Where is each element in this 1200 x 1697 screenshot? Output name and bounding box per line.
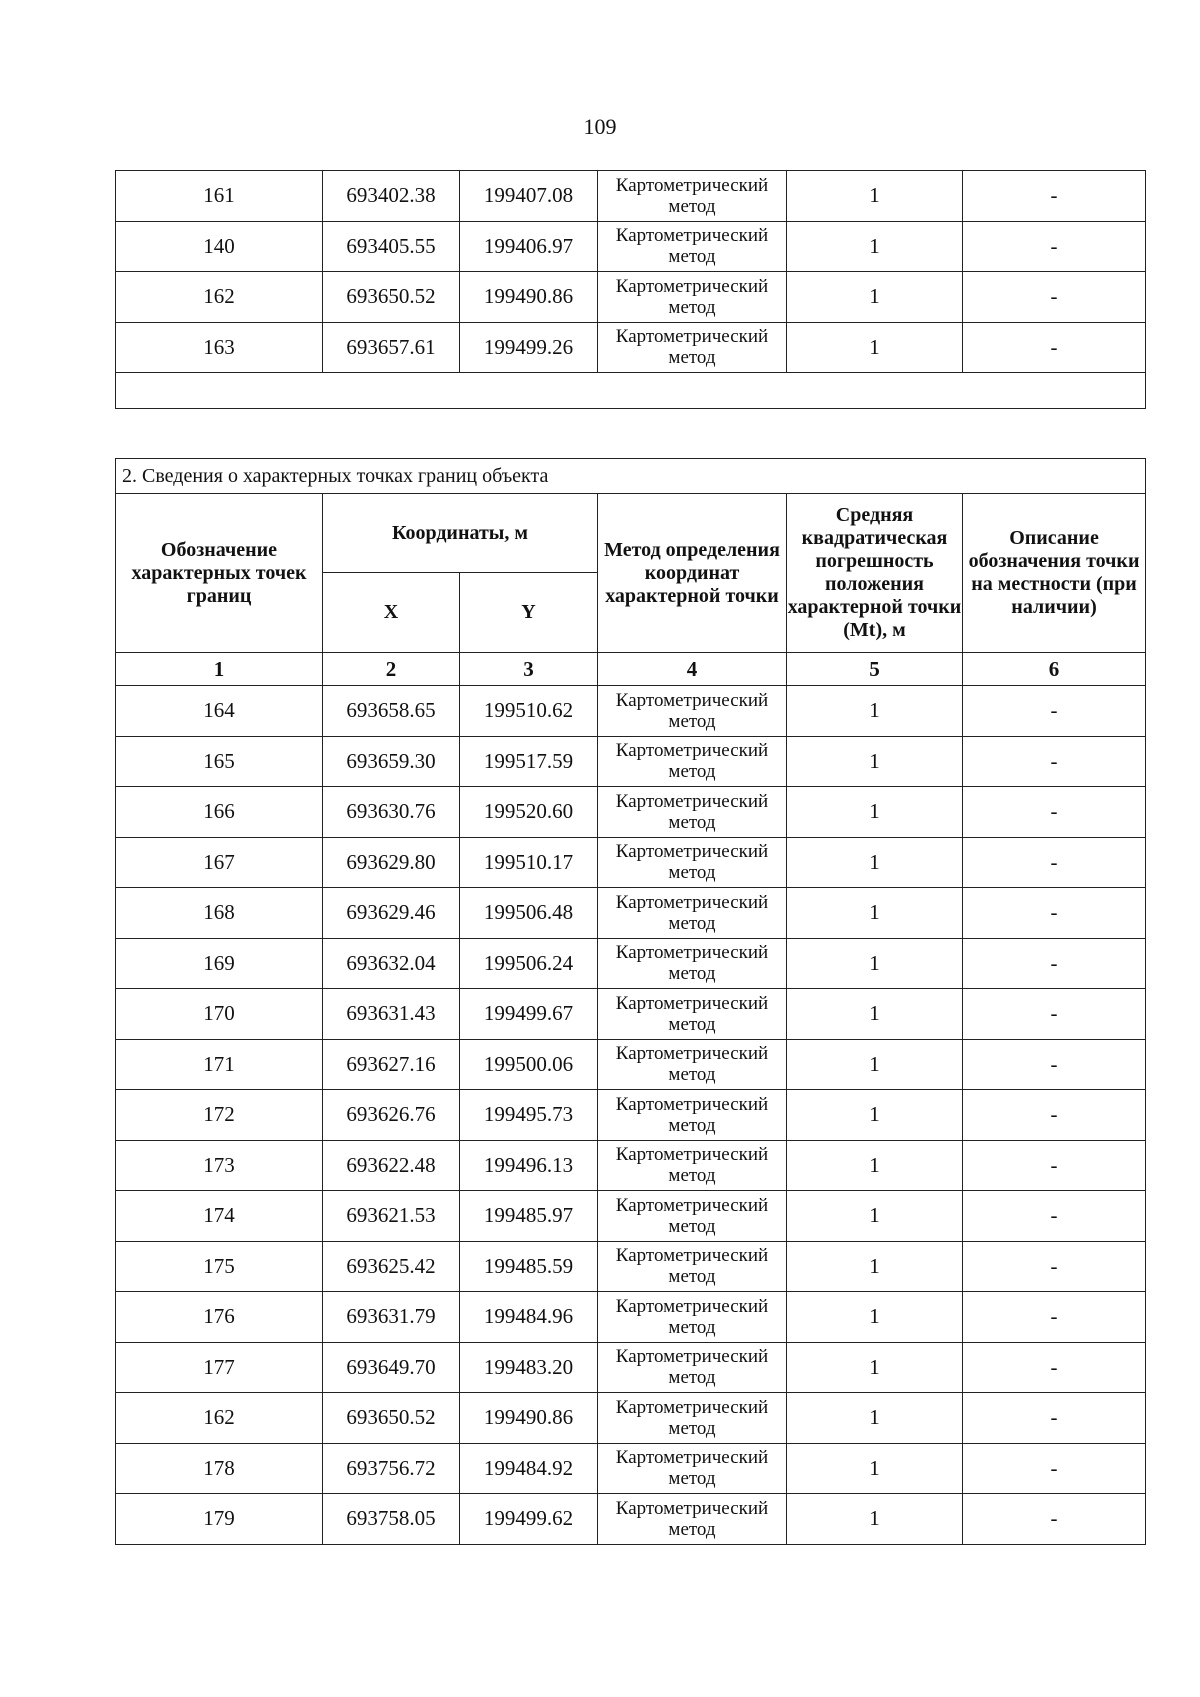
point-designation-cell: 178 xyxy=(116,1443,323,1494)
method-cell: Картометрический метод xyxy=(598,938,787,989)
point-designation-cell: 162 xyxy=(116,1393,323,1444)
method-cell: Картометрический метод xyxy=(598,171,787,222)
table-row xyxy=(116,322,1146,373)
description-cell: - xyxy=(963,787,1146,838)
x-coordinate-cell: 693629.80 xyxy=(323,837,460,888)
point-designation-cell: 170 xyxy=(116,989,323,1040)
point-designation-cell: 140 xyxy=(116,221,323,272)
column-number: 4 xyxy=(598,653,787,686)
table-row xyxy=(116,1090,1146,1141)
table-row xyxy=(116,1494,1146,1545)
description-cell: - xyxy=(963,888,1146,939)
x-coordinate-cell: 693629.46 xyxy=(323,888,460,939)
x-coordinate-cell: 693756.72 xyxy=(323,1443,460,1494)
point-designation-cell: 175 xyxy=(116,1241,323,1292)
y-coordinate-cell: 199499.67 xyxy=(460,989,598,1040)
x-coordinate-cell: 693649.70 xyxy=(323,1342,460,1393)
x-coordinate-cell: 693631.43 xyxy=(323,989,460,1040)
mean-error-cell: 1 xyxy=(787,1191,963,1242)
y-coordinate-cell: 199499.26 xyxy=(460,322,598,373)
description-cell: - xyxy=(963,938,1146,989)
x-coordinate-cell: 693631.79 xyxy=(323,1292,460,1343)
table-row xyxy=(116,686,1146,737)
point-designation-cell: 173 xyxy=(116,1140,323,1191)
mean-error-cell: 1 xyxy=(787,1039,963,1090)
empty-cell xyxy=(116,373,1146,409)
method-cell: Картометрический метод xyxy=(598,1241,787,1292)
y-coordinate-cell: 199510.62 xyxy=(460,686,598,737)
column-number: 1 xyxy=(116,653,323,686)
table-row xyxy=(116,938,1146,989)
boundary-points-table xyxy=(115,458,1146,1545)
method-cell: Картометрический метод xyxy=(598,1140,787,1191)
mean-error-cell: 1 xyxy=(787,837,963,888)
method-cell: Картометрический метод xyxy=(598,686,787,737)
y-coordinate-cell: 199490.86 xyxy=(460,272,598,323)
y-coordinate-cell: 199517.59 xyxy=(460,736,598,787)
description-cell: - xyxy=(963,1191,1146,1242)
point-designation-cell: 176 xyxy=(116,1292,323,1343)
point-designation-cell: 168 xyxy=(116,888,323,939)
header-description: Описание обозначения точки на местности (при наличии) xyxy=(963,494,1146,653)
point-designation-cell: 172 xyxy=(116,1090,323,1141)
header-method: Метод определения координат характерной точки xyxy=(598,494,787,653)
mean-error-cell: 1 xyxy=(787,989,963,1040)
y-coordinate-cell: 199520.60 xyxy=(460,787,598,838)
method-cell: Картометрический метод xyxy=(598,1494,787,1545)
header-x: X xyxy=(323,573,460,653)
mean-error-cell: 1 xyxy=(787,322,963,373)
header-point-designation: Обозначение характерных точек границ xyxy=(116,494,323,653)
table-row xyxy=(116,171,1146,222)
y-coordinate-cell: 199496.13 xyxy=(460,1140,598,1191)
x-coordinate-cell: 693659.30 xyxy=(323,736,460,787)
mean-error-cell: 1 xyxy=(787,272,963,323)
method-cell: Картометрический метод xyxy=(598,1292,787,1343)
method-cell: Картометрический метод xyxy=(598,1443,787,1494)
table-row xyxy=(116,1292,1146,1343)
method-cell: Картометрический метод xyxy=(598,1393,787,1444)
y-coordinate-cell: 199490.86 xyxy=(460,1393,598,1444)
column-number: 3 xyxy=(460,653,598,686)
table-row xyxy=(116,837,1146,888)
mean-error-cell: 1 xyxy=(787,938,963,989)
y-coordinate-cell: 199485.59 xyxy=(460,1241,598,1292)
mean-error-cell: 1 xyxy=(787,888,963,939)
mean-error-cell: 1 xyxy=(787,736,963,787)
method-cell: Картометрический метод xyxy=(598,837,787,888)
y-coordinate-cell: 199499.62 xyxy=(460,1494,598,1545)
description-cell: - xyxy=(963,736,1146,787)
description-cell: - xyxy=(963,837,1146,888)
table-caption: 2. Сведения о характерных точках границ объекта xyxy=(116,459,1146,494)
description-cell: - xyxy=(963,221,1146,272)
point-designation-cell: 174 xyxy=(116,1191,323,1242)
point-designation-cell: 161 xyxy=(116,171,323,222)
x-coordinate-cell: 693632.04 xyxy=(323,938,460,989)
table-row xyxy=(116,989,1146,1040)
x-coordinate-cell: 693650.52 xyxy=(323,1393,460,1444)
point-designation-cell: 179 xyxy=(116,1494,323,1545)
method-cell: Картометрический метод xyxy=(598,736,787,787)
method-cell: Картометрический метод xyxy=(598,1342,787,1393)
y-coordinate-cell: 199495.73 xyxy=(460,1090,598,1141)
method-cell: Картометрический метод xyxy=(598,989,787,1040)
page-number: 109 xyxy=(583,114,617,139)
description-cell: - xyxy=(963,1393,1146,1444)
y-coordinate-cell: 199407.08 xyxy=(460,171,598,222)
x-coordinate-cell: 693658.65 xyxy=(323,686,460,737)
mean-error-cell: 1 xyxy=(787,686,963,737)
y-coordinate-cell: 199500.06 xyxy=(460,1039,598,1090)
x-coordinate-cell: 693625.42 xyxy=(323,1241,460,1292)
table-row xyxy=(116,1241,1146,1292)
table-continuation xyxy=(115,170,1146,409)
mean-error-cell: 1 xyxy=(787,1241,963,1292)
table-row xyxy=(116,1342,1146,1393)
mean-error-cell: 1 xyxy=(787,221,963,272)
mean-error-cell: 1 xyxy=(787,171,963,222)
description-cell: - xyxy=(963,1039,1146,1090)
method-cell: Картометрический метод xyxy=(598,787,787,838)
mean-error-cell: 1 xyxy=(787,1292,963,1343)
mean-error-cell: 1 xyxy=(787,1393,963,1444)
method-cell: Картометрический метод xyxy=(598,322,787,373)
point-designation-cell: 165 xyxy=(116,736,323,787)
table-row xyxy=(116,1191,1146,1242)
y-coordinate-cell: 199483.20 xyxy=(460,1342,598,1393)
point-designation-cell: 167 xyxy=(116,837,323,888)
description-cell: - xyxy=(963,1140,1146,1191)
table-row xyxy=(116,272,1146,323)
y-coordinate-cell: 199485.97 xyxy=(460,1191,598,1242)
column-number: 2 xyxy=(323,653,460,686)
column-number: 5 xyxy=(787,653,963,686)
x-coordinate-cell: 693627.16 xyxy=(323,1039,460,1090)
x-coordinate-cell: 693657.61 xyxy=(323,322,460,373)
description-cell: - xyxy=(963,1443,1146,1494)
description-cell: - xyxy=(963,1494,1146,1545)
method-cell: Картометрический метод xyxy=(598,272,787,323)
point-designation-cell: 177 xyxy=(116,1342,323,1393)
description-cell: - xyxy=(963,1241,1146,1292)
x-coordinate-cell: 693650.52 xyxy=(323,272,460,323)
point-designation-cell: 162 xyxy=(116,272,323,323)
method-cell: Картометрический метод xyxy=(598,1039,787,1090)
point-designation-cell: 171 xyxy=(116,1039,323,1090)
description-cell: - xyxy=(963,322,1146,373)
x-coordinate-cell: 693626.76 xyxy=(323,1090,460,1141)
description-cell: - xyxy=(963,686,1146,737)
y-coordinate-cell: 199484.92 xyxy=(460,1443,598,1494)
x-coordinate-cell: 693758.05 xyxy=(323,1494,460,1545)
y-coordinate-cell: 199510.17 xyxy=(460,837,598,888)
table-row xyxy=(116,221,1146,272)
empty-row xyxy=(116,373,1146,409)
point-designation-cell: 166 xyxy=(116,787,323,838)
method-cell: Картометрический метод xyxy=(598,888,787,939)
x-coordinate-cell: 693405.55 xyxy=(323,221,460,272)
table-row xyxy=(116,1140,1146,1191)
x-coordinate-cell: 693402.38 xyxy=(323,171,460,222)
header-mean-error: Средняя квадратическая погрешность положения характерной точки (Mt), м xyxy=(787,494,963,653)
header-coordinates: Координаты, м xyxy=(323,494,598,573)
description-cell: - xyxy=(963,1090,1146,1141)
description-cell: - xyxy=(963,272,1146,323)
x-coordinate-cell: 693630.76 xyxy=(323,787,460,838)
description-cell: - xyxy=(963,1292,1146,1343)
y-coordinate-cell: 199506.48 xyxy=(460,888,598,939)
table-row xyxy=(116,888,1146,939)
y-coordinate-cell: 199506.24 xyxy=(460,938,598,989)
table-row xyxy=(116,787,1146,838)
table-row xyxy=(116,1393,1146,1444)
description-cell: - xyxy=(963,989,1146,1040)
point-designation-cell: 163 xyxy=(116,322,323,373)
mean-error-cell: 1 xyxy=(787,1140,963,1191)
mean-error-cell: 1 xyxy=(787,787,963,838)
x-coordinate-cell: 693622.48 xyxy=(323,1140,460,1191)
table-row xyxy=(116,1443,1146,1494)
column-number: 6 xyxy=(963,653,1146,686)
mean-error-cell: 1 xyxy=(787,1494,963,1545)
description-cell: - xyxy=(963,1342,1146,1393)
method-cell: Картометрический метод xyxy=(598,1090,787,1141)
method-cell: Картометрический метод xyxy=(598,221,787,272)
header-y: Y xyxy=(460,573,598,653)
method-cell: Картометрический метод xyxy=(598,1191,787,1242)
mean-error-cell: 1 xyxy=(787,1342,963,1393)
mean-error-cell: 1 xyxy=(787,1090,963,1141)
table-row xyxy=(116,736,1146,787)
x-coordinate-cell: 693621.53 xyxy=(323,1191,460,1242)
table-row xyxy=(116,1039,1146,1090)
y-coordinate-cell: 199406.97 xyxy=(460,221,598,272)
description-cell: - xyxy=(963,171,1146,222)
mean-error-cell: 1 xyxy=(787,1443,963,1494)
y-coordinate-cell: 199484.96 xyxy=(460,1292,598,1343)
point-designation-cell: 164 xyxy=(116,686,323,737)
point-designation-cell: 169 xyxy=(116,938,323,989)
